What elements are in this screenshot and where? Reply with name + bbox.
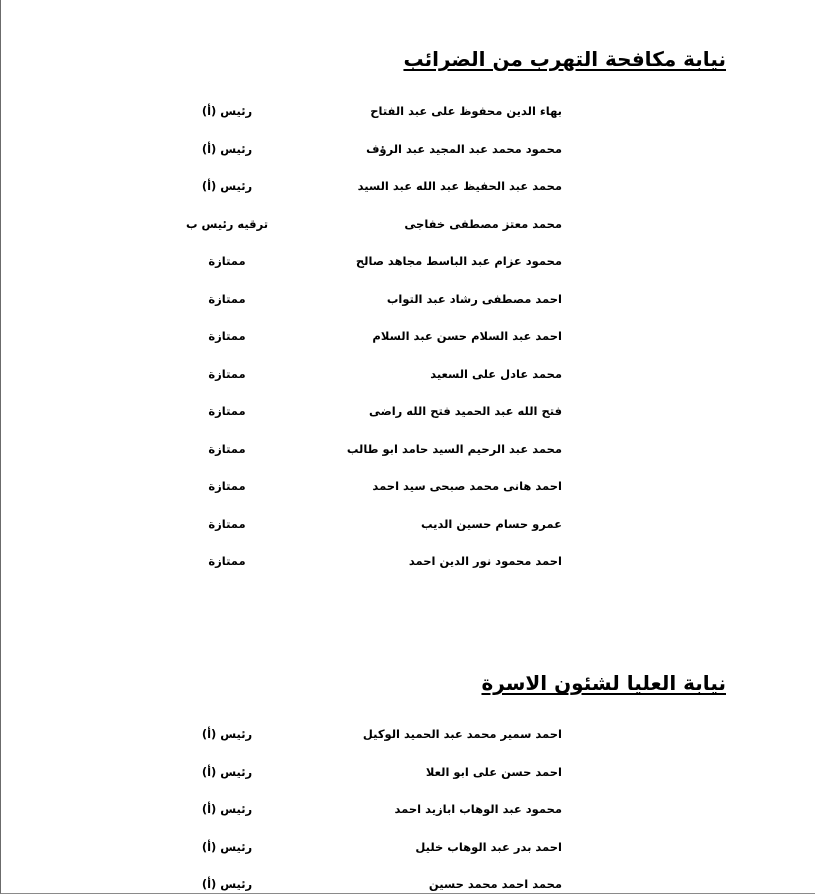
list-item	[1, 724, 815, 744]
list-item	[1, 139, 815, 159]
list-item	[1, 251, 815, 271]
person-name: احمد محمود نور الدين احمد	[408, 554, 562, 568]
list-item	[1, 326, 815, 346]
person-grade: ممتازة	[208, 404, 246, 418]
person-name: احمد سمير محمد عبد الحميد الوكيل	[362, 727, 562, 741]
section-title: نيابة مكافحة التهرب من الضرائب	[403, 47, 726, 71]
person-grade: ممتازة	[208, 442, 246, 456]
list-item	[1, 401, 815, 421]
person-name: محمد عبد الحفيظ عبد الله عبد السيد	[357, 179, 562, 193]
list-item	[1, 551, 815, 571]
person-name: محمود عبد الوهاب ابازيد احمد	[394, 802, 562, 816]
person-grade: ترقيه رئيس ب	[185, 217, 269, 231]
person-name: محمد احمد محمد حسين	[428, 877, 562, 891]
person-name: محمد معتز مصطفى خفاجى	[404, 217, 562, 231]
person-grade: ممتازة	[208, 517, 246, 531]
person-name: احمد حسن على ابو العلا	[425, 765, 562, 779]
person-grade: رئيس (أ)	[201, 727, 253, 741]
person-grade: ممتازة	[208, 367, 246, 381]
person-grade: رئيس (أ)	[201, 877, 253, 891]
person-name: فتح الله عبد الحميد فتح الله راضى	[368, 404, 562, 418]
list-item	[1, 439, 815, 459]
person-name: عمرو حسام حسين الديب	[420, 517, 562, 531]
person-name: بهاء الدين محفوظ على عبد الفتاح	[370, 104, 562, 118]
person-grade: ممتازة	[208, 329, 246, 343]
person-grade: ممتازة	[208, 554, 246, 568]
person-name: احمد هانى محمد صبحى سيد احمد	[372, 479, 562, 493]
person-grade: ممتازة	[208, 254, 246, 268]
person-name: محمد عادل على السعيد	[430, 367, 562, 381]
list-item	[1, 837, 815, 857]
person-name: محمود عزام عبد الباسط مجاهد صالح	[355, 254, 562, 268]
person-grade: رئيس (أ)	[201, 840, 253, 854]
list-item	[1, 762, 815, 782]
person-name: احمد بدر عبد الوهاب خليل	[415, 840, 562, 854]
list-item	[1, 289, 815, 309]
person-grade: رئيس (أ)	[201, 104, 253, 118]
person-grade: ممتازة	[208, 292, 246, 306]
person-grade: ممتازة	[208, 479, 246, 493]
list-item	[1, 101, 815, 121]
person-grade: رئيس (أ)	[201, 142, 253, 156]
person-grade: رئيس (أ)	[201, 765, 253, 779]
list-item	[1, 874, 815, 894]
list-item	[1, 176, 815, 196]
person-name: احمد عبد السلام حسن عبد السلام	[372, 329, 562, 343]
list-item	[1, 476, 815, 496]
list-item	[1, 514, 815, 534]
person-grade: رئيس (أ)	[201, 179, 253, 193]
list-item	[1, 214, 815, 234]
list-item	[1, 799, 815, 819]
person-name: محمود محمد عبد المجيد عبد الرؤف	[366, 142, 562, 156]
person-name: احمد مصطفى رشاد عبد التواب	[386, 292, 562, 306]
list-item	[1, 364, 815, 384]
section-title: نيابة العليا لشئون الاسرة	[481, 671, 726, 695]
person-grade: رئيس (أ)	[201, 802, 253, 816]
person-name: محمد عبد الرحيم السيد حامد ابو طالب	[346, 442, 562, 456]
